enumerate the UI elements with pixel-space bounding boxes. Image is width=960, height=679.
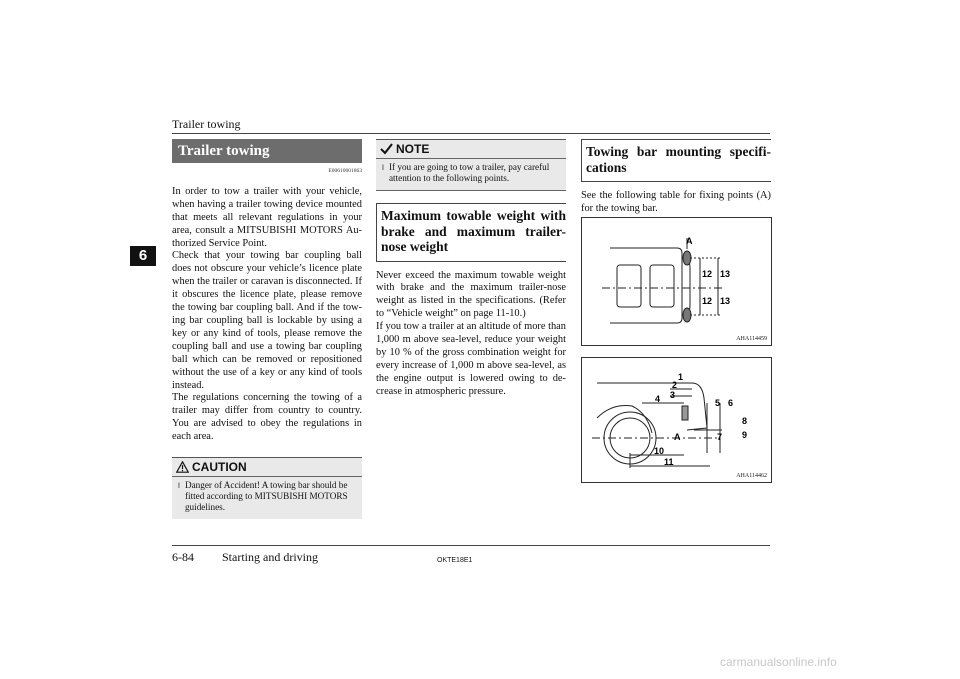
fig1-label-12: 12 — [702, 269, 713, 279]
running-head: Trailer towing — [172, 117, 241, 131]
document-code: OKTE18E1 — [437, 557, 473, 564]
figure-id: AHA114459 — [736, 336, 767, 342]
paragraph: The regulations concerning the towing of a trailer may differ from country to country. You are advised to obey the regulations in each area. — [172, 392, 362, 443]
chapter-title: Starting and driving — [222, 550, 318, 564]
paragraph: In order to tow a trailer with your vehicle, when having a trailer towing device mounted that meets all relevant regulations in your area, consult a MITSUBISHI MOTORS Au-thorized Service Point. — [172, 185, 362, 249]
caution-text: Danger of Accident! A towing bar should be fitted according to MITSUBISHI MOTORS guidelines. — [184, 480, 348, 513]
fig2-label-5: 5 — [715, 398, 721, 408]
header-rule — [172, 133, 770, 134]
chapter-tab: 6 — [130, 246, 156, 266]
note-header — [376, 140, 566, 159]
column-3 — [581, 139, 771, 216]
column-1 — [172, 139, 362, 519]
caution-body — [172, 477, 362, 519]
fig2-label-a: A — [674, 432, 681, 442]
fig2-label-6: 6 — [728, 398, 734, 408]
fig2-label-11: 11 — [664, 457, 674, 467]
fig2-label-9: 9 — [742, 430, 748, 440]
paragraph: Never exceed the maximum towable weight with brake and the maximum trailer-nose weight as listed in the specifications. (Refer to “Vehicle weight” on page 11-10.) — [376, 269, 566, 320]
bullet-icon: l — [382, 164, 384, 172]
fig2-label-7: 7 — [717, 432, 723, 442]
paragraph: Check that your towing bar coupling ball does not obscure your vehicle’s licence plate when the trailer or caravan is disconnected. If it obscures the licence plate, please remove the towing bar coupling ball. And if the tow-ing bar coupling ball is lockable by using a key or any kind of tools, please remove the coupling ball and use a towing bar coupling ball which can be removed or repositioned without the use of a key or any kind of tools instead. — [172, 250, 362, 391]
fig1-label-a: A — [686, 236, 693, 246]
note-box — [376, 139, 566, 191]
vehicle-top-view-diagram — [582, 218, 771, 345]
note-label: NOTE — [396, 142, 430, 156]
fig1-label-12b: 12 — [702, 296, 713, 306]
section-heading: Towing bar mounting specifi-cations — [581, 139, 771, 182]
watermark: carmanualsonline.info — [720, 655, 837, 669]
section-title: Trailer towing — [172, 139, 362, 163]
fig1-label-13: 13 — [720, 269, 731, 279]
fig1-label-13b: 13 — [720, 296, 731, 306]
section-code: E00610001863 — [328, 168, 362, 174]
note-text: If you are going to tow a trailer, pay careful attention to the following points. — [388, 162, 550, 183]
fig2-label-4: 4 — [655, 394, 661, 404]
bullet-icon: l — [178, 482, 180, 491]
vehicle-side-view-diagram — [582, 358, 771, 482]
fig2-label-10: 10 — [654, 446, 665, 456]
fig2-label-1: 1 — [678, 372, 684, 382]
caution-header — [172, 458, 362, 477]
column-2 — [376, 139, 566, 399]
caution-label: CAUTION — [192, 460, 247, 475]
paragraph: If you tow a trailer at an altitude of more than 1,000 m above sea-level, reduce your weight by 10 % of the gross combination weight for every increase of 1,000 m above sea-level, as the engine output is lowered owing to de-crease in atmospheric pressure. — [376, 321, 566, 397]
footer-rule — [172, 545, 770, 546]
note-check-icon — [380, 143, 393, 155]
note-body — [376, 159, 566, 190]
fig2-label-3: 3 — [670, 390, 676, 400]
figure-id: AHA114462 — [736, 473, 767, 479]
section-heading: Maximum towable weight with brake and maximum trailer-nose weight — [376, 203, 566, 262]
paragraph: See the following table for fixing points (A) for the towing bar. — [581, 190, 771, 214]
page-number: 6-84 — [172, 550, 194, 564]
fig2-label-2: 2 — [672, 380, 678, 390]
fig2-label-8: 8 — [742, 416, 748, 426]
caution-box — [172, 457, 362, 519]
figure-top-view — [581, 217, 772, 346]
warning-triangle-icon — [176, 461, 189, 473]
figure-side-view — [581, 357, 772, 483]
